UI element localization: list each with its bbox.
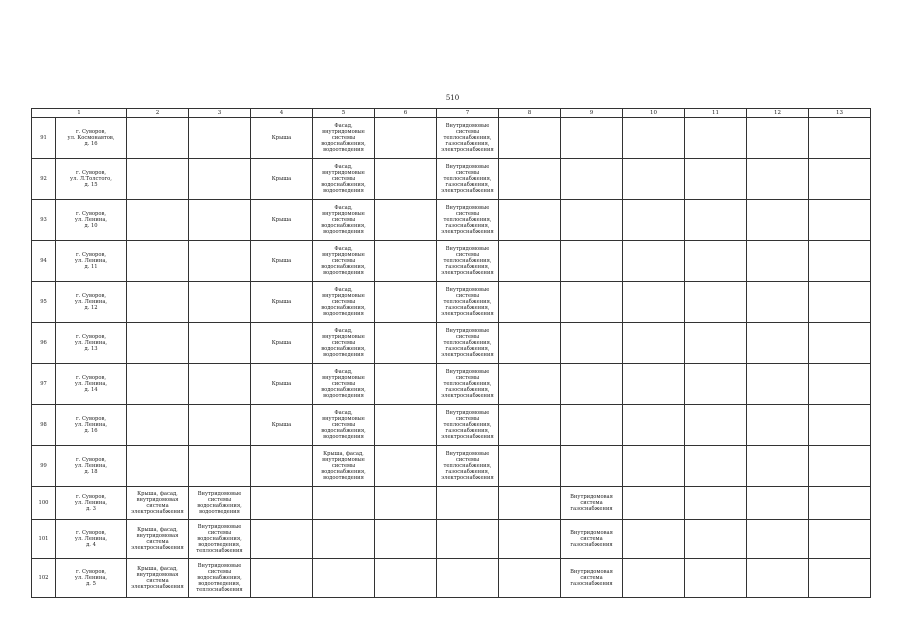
- cell-c4: [251, 323, 313, 364]
- cell-c7: [437, 323, 499, 364]
- cell-text: г. Суворов, ул. Ленина, д. 14: [74, 374, 108, 394]
- cell-c13: [809, 159, 871, 200]
- cell-text: г. Суворов, ул. Ленина, д. 13: [74, 333, 108, 353]
- cell-c6: [375, 241, 437, 282]
- cell-c9: [561, 520, 623, 559]
- cell-num: [32, 446, 56, 487]
- cell-c9: [561, 364, 623, 405]
- cell-c9: [561, 159, 623, 200]
- cell-text: Крыша: [271, 175, 292, 182]
- cell-num: [32, 118, 56, 159]
- cell-c3: [189, 159, 251, 200]
- cell-c12: [747, 241, 809, 282]
- cell-text: Фасад, внутридомовые системы водоснабжения, водоотведения: [321, 163, 366, 195]
- cell-text: 102: [38, 574, 49, 581]
- cell-c10: [623, 200, 685, 241]
- cell-c3: [189, 364, 251, 405]
- cell-num: [32, 323, 56, 364]
- cell-c11: [685, 282, 747, 323]
- cell-addr: [56, 282, 127, 323]
- cell-addr: [56, 323, 127, 364]
- cell-num: [32, 364, 56, 405]
- cell-c10: [623, 487, 685, 520]
- table-row: [32, 487, 871, 520]
- cell-c11: [685, 118, 747, 159]
- table-row: [32, 364, 871, 405]
- cell-c12: [747, 200, 809, 241]
- cell-c10: [623, 159, 685, 200]
- cell-text: Крыша: [271, 134, 292, 141]
- column-header-3: 3: [189, 109, 251, 118]
- table-row: [32, 241, 871, 282]
- cell-c2: [127, 559, 189, 598]
- cell-num: [32, 559, 56, 598]
- cell-c7: [437, 487, 499, 520]
- cell-c9: [561, 323, 623, 364]
- column-header-4: 4: [251, 109, 313, 118]
- cell-c10: [623, 405, 685, 446]
- cell-text: Фасад, внутридомовые системы водоснабжения, водоотведения: [321, 286, 366, 318]
- table-row: [32, 200, 871, 241]
- cell-text: 93: [40, 216, 47, 223]
- cell-text: Фасад, внутридомовые системы водоснабжения, водоотведения: [321, 204, 366, 236]
- cell-text: Крыша: [271, 257, 292, 264]
- cell-addr: [56, 559, 127, 598]
- cell-c5: [313, 241, 375, 282]
- cell-text: Фасад, внутридомовые системы водоснабжения, водоотведения: [321, 122, 366, 154]
- cell-c2: [127, 487, 189, 520]
- cell-text: Внутридомовые системы теплоснабжения, газоснабжения, электроснабжения: [441, 245, 494, 277]
- cell-addr: [56, 241, 127, 282]
- cell-c5: [313, 364, 375, 405]
- cell-c12: [747, 520, 809, 559]
- cell-addr: [56, 200, 127, 241]
- cell-c13: [809, 559, 871, 598]
- cell-text: Фасад, внутридомовые системы водоснабжения, водоотведения: [321, 245, 366, 277]
- cell-text: Внутридомовые системы теплоснабжения, газоснабжения, электроснабжения: [441, 163, 494, 195]
- cell-c7: [437, 364, 499, 405]
- cell-c6: [375, 405, 437, 446]
- cell-c12: [747, 159, 809, 200]
- cell-c2: [127, 323, 189, 364]
- table-row: [32, 159, 871, 200]
- cell-c3: [189, 446, 251, 487]
- cell-addr: [56, 118, 127, 159]
- cell-c6: [375, 364, 437, 405]
- cell-c4: [251, 487, 313, 520]
- cell-text: Крыша, фасад, внутридомовая система электроснабжения: [131, 526, 184, 552]
- cell-c8: [499, 118, 561, 159]
- cell-num: [32, 200, 56, 241]
- cell-c4: [251, 559, 313, 598]
- cell-c13: [809, 405, 871, 446]
- cell-c3: [189, 520, 251, 559]
- cell-c13: [809, 200, 871, 241]
- cell-c4: [251, 118, 313, 159]
- cell-c8: [499, 159, 561, 200]
- cell-text: Крыша: [271, 380, 292, 387]
- cell-c7: [437, 282, 499, 323]
- table-row: [32, 323, 871, 364]
- column-header-10: 10: [623, 109, 685, 118]
- cell-c8: [499, 559, 561, 598]
- cell-text: Крыша, фасад, внутридомовая система электроснабжения: [131, 490, 184, 516]
- cell-c2: [127, 520, 189, 559]
- cell-c11: [685, 323, 747, 364]
- cell-c3: [189, 200, 251, 241]
- cell-num: [32, 520, 56, 559]
- cell-c3: [189, 323, 251, 364]
- cell-text: Крыша: [271, 421, 292, 428]
- cell-c12: [747, 405, 809, 446]
- cell-text: г. Суворов, ул. Космонавтов, д. 16: [67, 128, 115, 148]
- cell-text: Крыша: [271, 298, 292, 305]
- cell-c3: [189, 559, 251, 598]
- cell-c7: [437, 200, 499, 241]
- cell-text: 91: [40, 134, 47, 141]
- cell-c5: [313, 282, 375, 323]
- cell-c2: [127, 159, 189, 200]
- cell-text: г. Суворов, ул. Ленина, д. 3: [74, 493, 108, 513]
- cell-text: Крыша: [271, 216, 292, 223]
- cell-c3: [189, 118, 251, 159]
- cell-text: 92: [40, 175, 47, 182]
- cell-c6: [375, 118, 437, 159]
- cell-c8: [499, 446, 561, 487]
- cell-text: 96: [40, 339, 47, 346]
- cell-c4: [251, 364, 313, 405]
- cell-c6: [375, 559, 437, 598]
- cell-c4: [251, 446, 313, 487]
- cell-c5: [313, 323, 375, 364]
- cell-c2: [127, 200, 189, 241]
- cell-c8: [499, 200, 561, 241]
- cell-c6: [375, 159, 437, 200]
- cell-c6: [375, 520, 437, 559]
- column-header-6: 6: [375, 109, 437, 118]
- cell-c7: [437, 559, 499, 598]
- cell-c11: [685, 364, 747, 405]
- cell-c6: [375, 200, 437, 241]
- cell-c13: [809, 364, 871, 405]
- cell-text: Внутридомовые системы теплоснабжения, газоснабжения, электроснабжения: [441, 286, 494, 318]
- cell-text: Фасад, внутридомовые системы водоснабжения, водоотведения: [321, 368, 366, 400]
- cell-c6: [375, 487, 437, 520]
- cell-c12: [747, 364, 809, 405]
- cell-addr: [56, 405, 127, 446]
- cell-text: г. Суворов, ул. Ленина, д. 4: [74, 529, 108, 549]
- cell-text: Внутридомовые системы теплоснабжения, газоснабжения, электроснабжения: [441, 122, 494, 154]
- cell-text: Фасад, внутридомовые системы водоснабжения, водоотведения: [321, 409, 366, 441]
- cell-c5: [313, 200, 375, 241]
- cell-c12: [747, 282, 809, 323]
- cell-c2: [127, 241, 189, 282]
- table-row: [32, 520, 871, 559]
- cell-c7: [437, 159, 499, 200]
- cell-c10: [623, 559, 685, 598]
- cell-c10: [623, 446, 685, 487]
- cell-c2: [127, 446, 189, 487]
- cell-text: 101: [38, 535, 49, 542]
- cell-num: [32, 241, 56, 282]
- cell-addr: [56, 159, 127, 200]
- cell-text: 95: [40, 298, 47, 305]
- cell-c12: [747, 446, 809, 487]
- cell-c7: [437, 118, 499, 159]
- table-row: [32, 282, 871, 323]
- cell-text: Крыша, фасад, внутридомовая система электроснабжения: [131, 565, 184, 591]
- table-row: [32, 446, 871, 487]
- cell-c10: [623, 323, 685, 364]
- cell-text: Внутридомовые системы водоснабжения, водоотведения, теплоснабжения: [196, 562, 243, 594]
- cell-c10: [623, 118, 685, 159]
- cell-text: 99: [40, 462, 47, 469]
- cell-text: Внутридомовая система газоснабжения: [570, 529, 613, 549]
- cell-c7: [437, 446, 499, 487]
- cell-num: [32, 282, 56, 323]
- cell-c13: [809, 323, 871, 364]
- cell-addr: [56, 446, 127, 487]
- cell-c9: [561, 487, 623, 520]
- cell-c2: [127, 364, 189, 405]
- cell-c11: [685, 520, 747, 559]
- cell-c13: [809, 241, 871, 282]
- cell-c11: [685, 405, 747, 446]
- column-header-5: 5: [313, 109, 375, 118]
- cell-c11: [685, 241, 747, 282]
- column-header-row: [32, 109, 871, 118]
- cell-text: 98: [40, 421, 47, 428]
- column-header-2: 2: [127, 109, 189, 118]
- cell-c11: [685, 446, 747, 487]
- cell-c9: [561, 405, 623, 446]
- table-row: [32, 559, 871, 598]
- cell-text: Внутридомовые системы теплоснабжения, газоснабжения, электроснабжения: [441, 450, 494, 482]
- cell-text: г. Суворов, ул. Ленина, д. 16: [74, 415, 108, 435]
- cell-text: Фасад, внутридомовые системы водоснабжения, водоотведения: [321, 327, 366, 359]
- cell-c8: [499, 241, 561, 282]
- cell-text: 100: [38, 499, 49, 506]
- cell-c2: [127, 405, 189, 446]
- column-header-12: 12: [747, 109, 809, 118]
- table-row: [32, 118, 871, 159]
- cell-c8: [499, 323, 561, 364]
- cell-c12: [747, 323, 809, 364]
- page-number: 510: [445, 94, 460, 102]
- cell-c13: [809, 446, 871, 487]
- cell-c4: [251, 282, 313, 323]
- cell-c5: [313, 118, 375, 159]
- cell-text: г. Суворов, ул. Ленина, д. 12: [74, 292, 108, 312]
- cell-text: Внутридомовые системы водоснабжения, водоотведения: [197, 490, 242, 516]
- cell-c9: [561, 118, 623, 159]
- column-header-13: 13: [809, 109, 871, 118]
- cell-text: Крыша, фасад, внутридомовые системы водоснабжения, водоотведения: [321, 450, 366, 482]
- cell-text: г. Суворов, ул. Л.Толстого, д. 15: [70, 169, 112, 189]
- cell-c7: [437, 520, 499, 559]
- cell-c3: [189, 241, 251, 282]
- cell-c9: [561, 446, 623, 487]
- cell-text: Внутридомовая система газоснабжения: [570, 493, 613, 513]
- cell-c6: [375, 323, 437, 364]
- column-header-11: 11: [685, 109, 747, 118]
- cell-c13: [809, 487, 871, 520]
- column-header-7: 7: [437, 109, 499, 118]
- cell-c9: [561, 282, 623, 323]
- cell-c8: [499, 487, 561, 520]
- cell-text: 94: [40, 257, 47, 264]
- cell-c12: [747, 487, 809, 520]
- cell-c4: [251, 159, 313, 200]
- cell-c11: [685, 200, 747, 241]
- cell-c11: [685, 159, 747, 200]
- cell-c5: [313, 159, 375, 200]
- cell-c6: [375, 282, 437, 323]
- cell-c5: [313, 405, 375, 446]
- cell-c8: [499, 282, 561, 323]
- cell-c8: [499, 520, 561, 559]
- cell-text: Внутридомовые системы водоснабжения, водоотведения, теплоснабжения: [196, 523, 243, 555]
- cell-c7: [437, 241, 499, 282]
- column-header-8: 8: [499, 109, 561, 118]
- cell-c3: [189, 487, 251, 520]
- cell-text: Внутридомовые системы теплоснабжения, газоснабжения, электроснабжения: [441, 409, 494, 441]
- cell-c9: [561, 559, 623, 598]
- cell-c10: [623, 520, 685, 559]
- cell-text: г. Суворов, ул. Ленина, д. 5: [74, 568, 108, 588]
- cell-text: г. Суворов, ул. Ленина, д. 18: [74, 456, 108, 476]
- cell-c5: [313, 520, 375, 559]
- table-row: [32, 405, 871, 446]
- cell-c13: [809, 282, 871, 323]
- cell-c4: [251, 241, 313, 282]
- cell-c13: [809, 118, 871, 159]
- cell-c5: [313, 559, 375, 598]
- cell-c5: [313, 446, 375, 487]
- cell-c8: [499, 364, 561, 405]
- cell-c2: [127, 282, 189, 323]
- cell-num: [32, 159, 56, 200]
- cell-text: г. Суворов, ул. Ленина, д. 10: [74, 210, 108, 230]
- cell-c10: [623, 282, 685, 323]
- cell-c11: [685, 559, 747, 598]
- cell-c12: [747, 559, 809, 598]
- table-body: [32, 109, 871, 598]
- cell-c4: [251, 520, 313, 559]
- cell-c10: [623, 241, 685, 282]
- cell-c7: [437, 405, 499, 446]
- cell-c12: [747, 118, 809, 159]
- cell-text: Крыша: [271, 339, 292, 346]
- cell-c4: [251, 405, 313, 446]
- cell-c10: [623, 364, 685, 405]
- cell-c6: [375, 446, 437, 487]
- repair-schedule-table: [31, 108, 871, 598]
- cell-c2: [127, 118, 189, 159]
- cell-c3: [189, 405, 251, 446]
- cell-c5: [313, 487, 375, 520]
- cell-c4: [251, 200, 313, 241]
- cell-c11: [685, 487, 747, 520]
- cell-c13: [809, 520, 871, 559]
- cell-text: Внутридомовые системы теплоснабжения, газоснабжения, электроснабжения: [441, 204, 494, 236]
- cell-text: Внутридомовая система газоснабжения: [570, 568, 613, 588]
- cell-text: 97: [40, 380, 47, 387]
- column-header-1: 1: [32, 109, 127, 118]
- cell-text: Внутридомовые системы теплоснабжения, газоснабжения, электроснабжения: [441, 368, 494, 400]
- cell-addr: [56, 487, 127, 520]
- cell-c8: [499, 405, 561, 446]
- cell-addr: [56, 520, 127, 559]
- cell-num: [32, 405, 56, 446]
- cell-addr: [56, 364, 127, 405]
- column-header-9: 9: [561, 109, 623, 118]
- cell-text: Внутридомовые системы теплоснабжения, газоснабжения, электроснабжения: [441, 327, 494, 359]
- cell-c9: [561, 241, 623, 282]
- cell-c3: [189, 282, 251, 323]
- cell-text: г. Суворов, ул. Ленина, д. 11: [74, 251, 108, 271]
- cell-c9: [561, 200, 623, 241]
- cell-num: [32, 487, 56, 520]
